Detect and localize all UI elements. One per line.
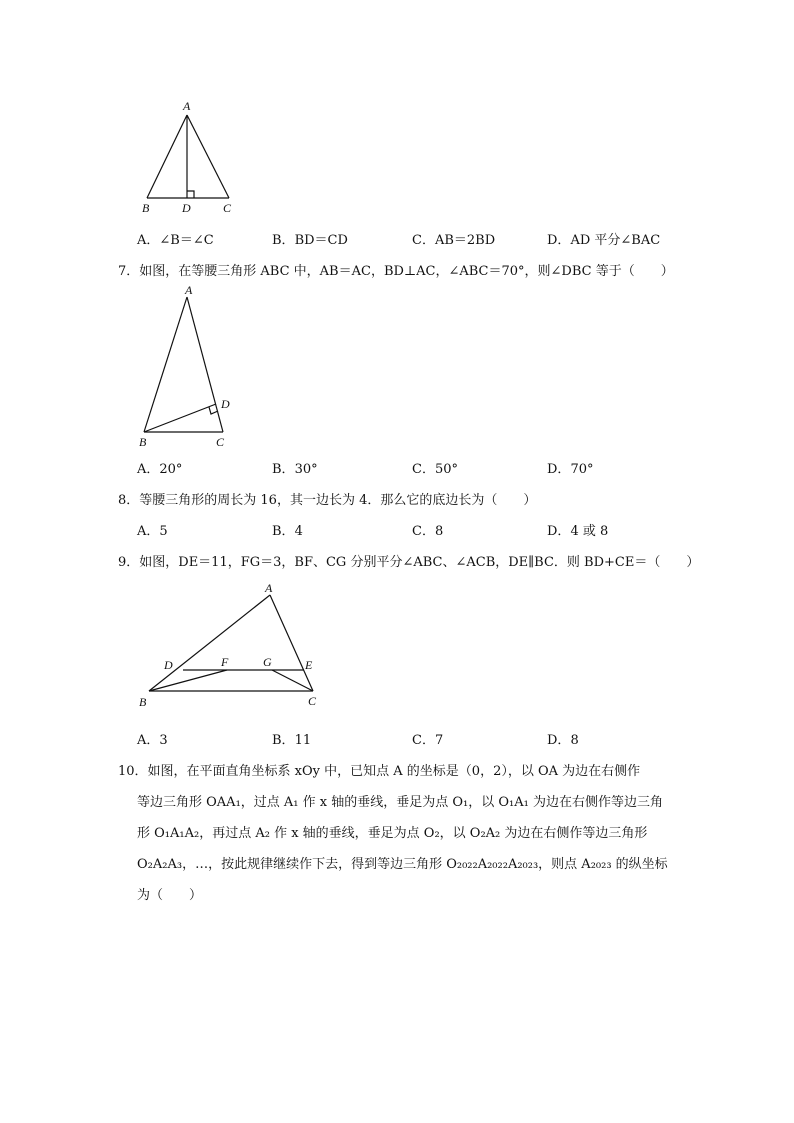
q6-option-d: D．AD 平分∠BAC bbox=[547, 233, 661, 248]
q8-option-d: D．4 或 8 bbox=[547, 524, 609, 539]
q7-figure bbox=[130, 280, 250, 455]
q6-option-c: C．AB＝2BD bbox=[412, 233, 496, 248]
q6-label-a: A bbox=[183, 99, 191, 113]
q7-option-b: B．30° bbox=[272, 462, 318, 477]
q9-option-c: C．7 bbox=[412, 733, 444, 748]
q7-label-a: A bbox=[185, 283, 193, 297]
q6-label-c: C bbox=[223, 201, 232, 215]
q10-line-2: 等边三角形 OAA₁，过点 A₁ 作 x 轴的垂线，垂足为点 O₁，以 O₁A₁ 为边在右侧作等边三角 bbox=[137, 795, 663, 810]
q6-figure bbox=[130, 95, 250, 220]
q6-side-ab bbox=[147, 115, 187, 198]
q7-option-c: C．50° bbox=[412, 462, 458, 477]
q7-option-d: D．70° bbox=[547, 462, 594, 477]
q8-stem: 8．等腰三角形的周长为 16，其一边长为 4．那么它的底边长为（ ） bbox=[118, 493, 537, 508]
q9-label-f: F bbox=[221, 655, 229, 669]
q9-label-g: G bbox=[263, 655, 272, 669]
q9-side-ac bbox=[270, 595, 313, 691]
q9-figure bbox=[130, 578, 330, 713]
q8-option-c: C．8 bbox=[412, 524, 444, 539]
q10-line-1: 10．如图，在平面直角坐标系 xOy 中，已知点 A 的坐标是（0，2），以 OA 为边在右侧作 bbox=[118, 764, 641, 779]
q10-line-5: 为（ ） bbox=[137, 888, 203, 903]
q9-label-a: A bbox=[265, 581, 273, 595]
q7-side-ab bbox=[144, 297, 187, 432]
q7-label-c: C bbox=[216, 435, 225, 449]
q9-option-b: B．11 bbox=[272, 733, 312, 748]
q6-option-a: A．∠B＝∠C bbox=[137, 233, 214, 248]
q6-side-ac bbox=[187, 115, 229, 198]
q10-line-4: O₂A₂A₃，…，按此规律继续作下去，得到等边三角形 O₂₀₂₂A₂₀₂₂A₂₀₂₃，则点 A₂₀₂₃ 的纵坐标 bbox=[137, 857, 668, 872]
q9-option-a: A．3 bbox=[137, 733, 168, 748]
q6-label-d: D bbox=[182, 201, 191, 215]
q8-option-b: B．4 bbox=[272, 524, 303, 539]
q7-stem: 7．如图，在等腰三角形 ABC 中，AB＝AC，BD⊥AC，∠ABC＝70°，则∠DBC 等于（ ） bbox=[118, 264, 674, 279]
q9-segment-bf bbox=[149, 670, 227, 691]
q6-label-b: B bbox=[142, 201, 150, 215]
q10-line-3: 形 O₁A₁A₂，再过点 A₂ 作 x 轴的垂线，垂足为点 O₂，以 O₂A₂ 为边在右侧作等边三角形 bbox=[137, 826, 648, 841]
q9-option-d: D．8 bbox=[547, 733, 579, 748]
q6-right-angle-mark bbox=[187, 191, 194, 198]
q9-stem: 9．如图，DE＝11，FG＝3，BF、CG 分别平分∠ABC、∠ACB，DE∥BC．则 BD+CE＝（ ） bbox=[118, 555, 700, 570]
q9-label-c: C bbox=[308, 694, 317, 708]
q7-label-b: B bbox=[139, 435, 147, 449]
q9-label-d: D bbox=[164, 658, 173, 672]
q9-label-b: B bbox=[139, 695, 147, 709]
q9-segment-cg bbox=[272, 670, 313, 691]
q7-segment-bd bbox=[144, 404, 216, 432]
q6-option-b: B．BD＝CD bbox=[272, 233, 348, 248]
q9-side-ab bbox=[149, 595, 270, 691]
q9-label-e: E bbox=[305, 658, 313, 672]
q8-option-a: A．5 bbox=[137, 524, 168, 539]
q7-option-a: A．20° bbox=[137, 462, 183, 477]
q7-label-d: D bbox=[221, 397, 230, 411]
